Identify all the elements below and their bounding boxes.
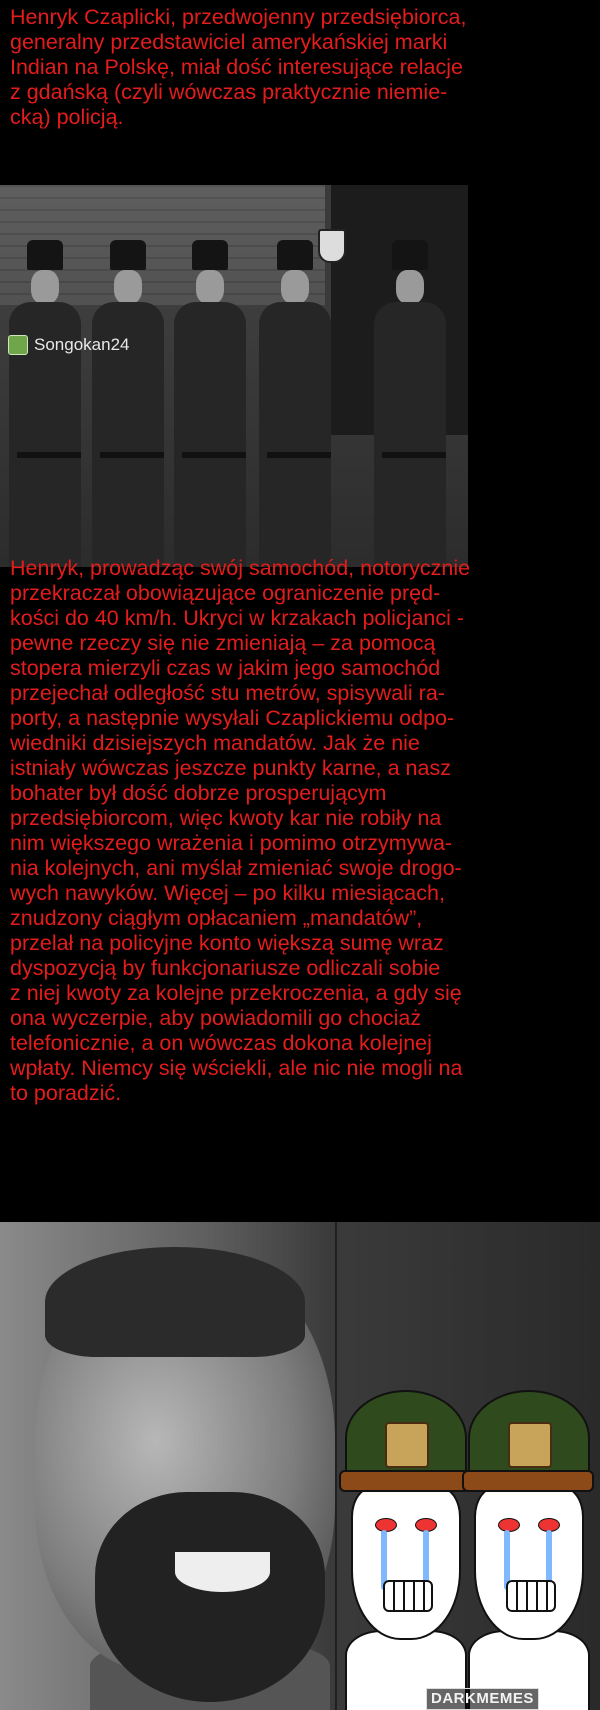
meme-divider bbox=[335, 1222, 337, 1710]
intro-caption: Henryk Czaplicki, przedwojenny przedsiębiorca, generalny przedstawiciel amerykańskiej marki Indian na Polskę, miał dość interesujące relacje z gdańską (czyli wówczas praktycznie niemie- cką) policją. bbox=[10, 5, 467, 129]
crying-wojak-policeman bbox=[345, 1390, 465, 1710]
photo-watermark bbox=[8, 335, 129, 355]
officer-figure bbox=[370, 240, 450, 567]
watermark-text: Songokan24 bbox=[34, 335, 130, 354]
gigachad-wojak-meme bbox=[0, 1222, 600, 1710]
chad-beard bbox=[95, 1492, 325, 1702]
user-avatar-icon bbox=[8, 335, 28, 355]
chad-hair bbox=[45, 1247, 305, 1357]
chad-smile bbox=[175, 1552, 270, 1592]
coat-of-arms-icon bbox=[385, 1422, 429, 1468]
police-officers-photo bbox=[0, 185, 468, 567]
crying-wojak-policeman bbox=[468, 1390, 588, 1710]
officer-figure bbox=[88, 240, 168, 567]
officer-figure bbox=[5, 240, 85, 567]
officer-figure bbox=[255, 240, 335, 567]
coat-of-arms-icon bbox=[508, 1422, 552, 1468]
site-logo: DARKMEMES bbox=[426, 1688, 539, 1710]
story-caption: Henryk, prowadząc swój samochód, notorycznie przekraczał obowiązujące ograniczenie pręd- kości do 40 km/h. Ukryci w krzakach policjanci - pewne rzeczy się nie zmieniają – za pomocą stopera mierzyli czas w jakim jego samochód przejechał odległość stu metrów, spisywali ra- porty, a następnie wysyłali Czaplickiemu odpo- wiedniki dzisiejszych mandatów. Jak że nie istniały wówczas jeszcze punkty karne, a nasz bohater był dość dobrze prosperującym przedsiębiorcom, więc kwoty kar nie robiły na nim większego wrażenia i pomimo otrzymywa- nia kolejnych, ani myślał zmieniać swoje drogo- wych nawyków. Więcej – po kilku miesiącach, znudzony ciągłym opłacaniem „mandatów”, przelał na policyjne konto większą sumę wraz dyspozycją by funkcjonariusze odliczali sobie z niej kwoty za kolejne przekroczenia, a gdy się ona wyczerpie, aby powiadomili go chociaż telefonicznie, a on wówczas dokona kolejnej wpłaty. Niemcy się wściekli, ale nic nie mogli na to poradzić. bbox=[10, 556, 471, 1105]
officer-figure bbox=[170, 240, 250, 567]
